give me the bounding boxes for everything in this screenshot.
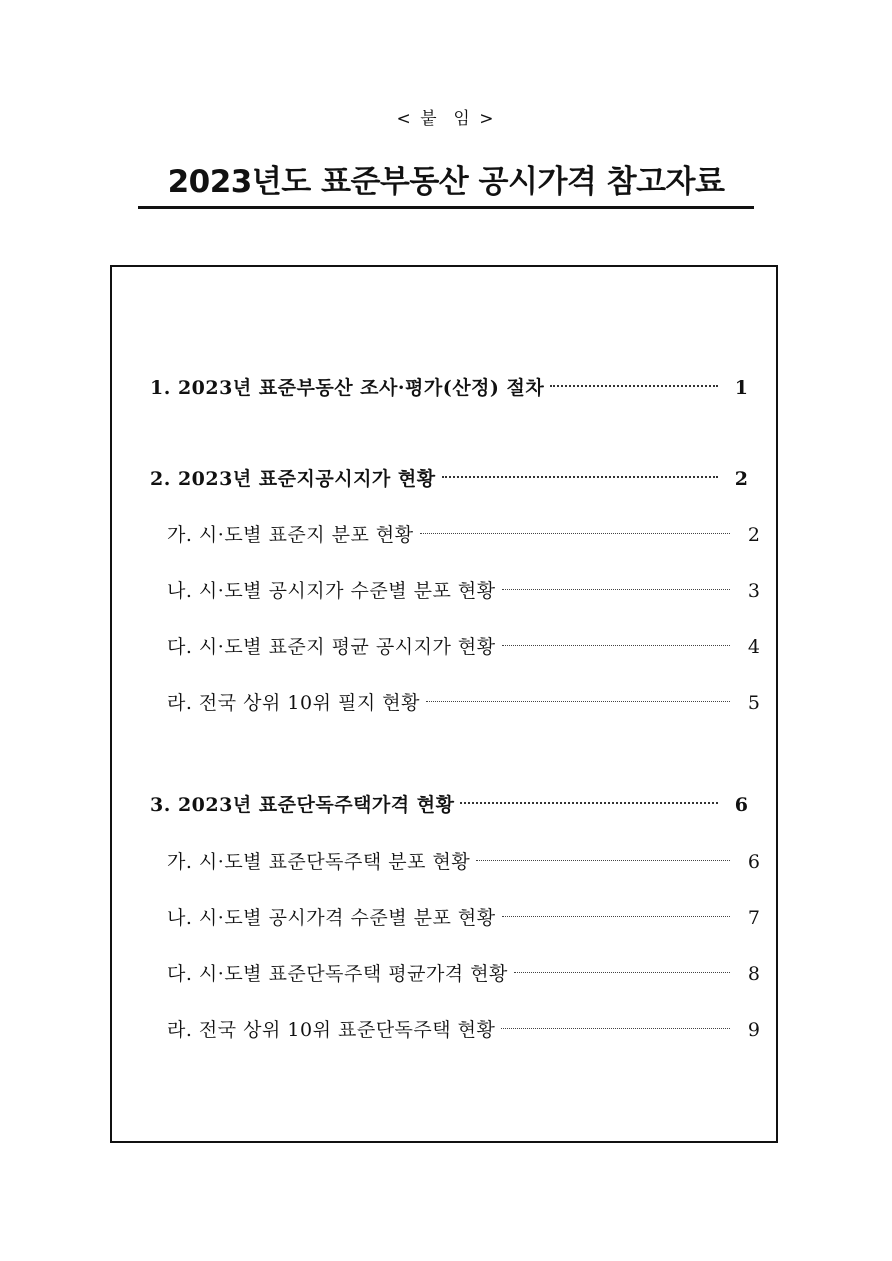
toc-subsection-3-ra[interactable] <box>167 1013 760 1042</box>
toc-page-number: 4 <box>747 635 760 658</box>
toc-label: 나. 시·도별 공시가격 수준별 분포 현황 <box>167 906 496 929</box>
toc-label: 나. 시·도별 공시지가 수준별 분포 현황 <box>167 579 496 602</box>
toc-page-number: 8 <box>747 962 760 985</box>
toc-leader-dots <box>460 788 718 811</box>
toc-leader-dots <box>502 901 730 924</box>
toc-leader-dots <box>502 574 730 597</box>
toc-label: 3. 2023년 표준단독주택가격 현황 <box>150 793 455 816</box>
toc-leader-dots <box>502 630 730 653</box>
toc-leader-dots <box>426 686 730 709</box>
toc-label: 다. 시·도별 표준지 평균 공시지가 현황 <box>167 635 496 658</box>
document-title: 2023년도 표준부동산 공시가격 참고자료 <box>167 164 725 200</box>
toc-leader-dots <box>476 845 730 868</box>
toc-leader-dots <box>501 1013 730 1036</box>
toc-page-number: 2 <box>747 523 760 546</box>
attachment-label: < 붙 임 > <box>396 109 496 129</box>
toc-page-number: 1 <box>734 376 748 399</box>
toc-page-number: 9 <box>747 1018 760 1041</box>
toc-leader-dots <box>420 518 730 541</box>
toc-label: 라. 전국 상위 10위 필지 현황 <box>167 691 420 714</box>
toc-label: 가. 시·도별 표준지 분포 현황 <box>167 523 414 546</box>
toc-subsection-2-da[interactable] <box>167 630 760 659</box>
toc-subsection-3-da[interactable] <box>167 957 760 986</box>
toc-leader-dots <box>514 957 730 980</box>
toc-section-3[interactable] <box>150 788 748 817</box>
toc-label: 1. 2023년 표준부동산 조사·평가(산정) 절차 <box>150 376 545 399</box>
toc-section-1[interactable] <box>150 371 748 400</box>
toc-page-number: 5 <box>747 691 760 714</box>
toc-leader-dots <box>550 371 718 394</box>
toc-page-number: 7 <box>747 906 760 929</box>
toc-leader-dots <box>442 462 718 485</box>
toc-section-2[interactable] <box>150 462 748 491</box>
toc-label: 가. 시·도별 표준단독주택 분포 현황 <box>167 850 471 873</box>
toc-page-number: 2 <box>734 467 748 490</box>
toc-subsection-3-na[interactable] <box>167 901 760 930</box>
toc-label: 라. 전국 상위 10위 표준단독주택 현황 <box>167 1018 496 1041</box>
toc-page-number: 6 <box>734 793 748 816</box>
toc-page-number: 6 <box>747 850 760 873</box>
toc-subsection-2-ra[interactable] <box>167 686 760 715</box>
table-of-contents <box>110 265 778 1143</box>
toc-label: 다. 시·도별 표준단독주택 평균가격 현황 <box>167 962 508 985</box>
toc-page-number: 3 <box>747 579 760 602</box>
title-underline <box>138 206 754 209</box>
toc-label: 2. 2023년 표준지공시지가 현황 <box>150 467 436 490</box>
toc-subsection-3-ga[interactable] <box>167 845 760 874</box>
toc-subsection-2-na[interactable] <box>167 574 760 603</box>
toc-subsection-2-ga[interactable] <box>167 518 760 547</box>
